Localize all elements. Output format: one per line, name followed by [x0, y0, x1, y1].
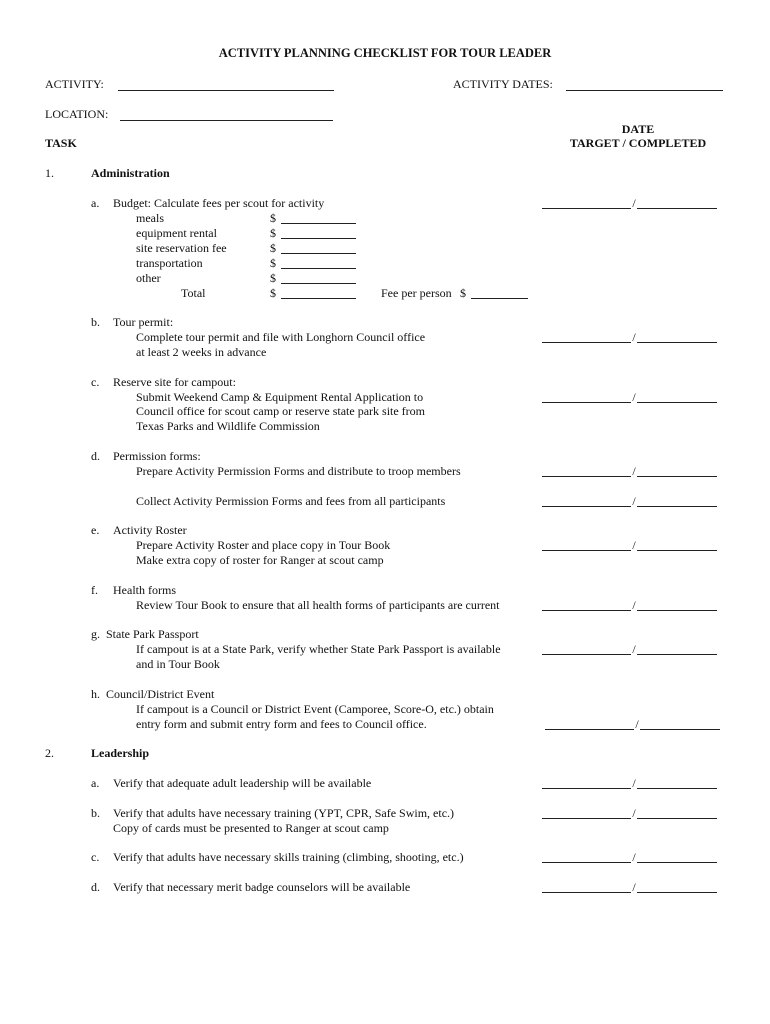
item-text: at least 2 weeks in advance	[136, 345, 267, 359]
date-field-permission-collect[interactable]: /	[542, 494, 718, 509]
item-letter: e.	[91, 523, 100, 537]
section-number: 2.	[45, 746, 54, 760]
item-title-permission-forms: Permission forms:	[113, 449, 201, 463]
item-title-health-forms: Health forms	[113, 583, 176, 597]
item-title-adult-training: Verify that adults have necessary training (YPT, CPR, Safe Swim, etc.)	[113, 806, 455, 820]
item-text: Review Tour Book to ensure that all health forms of participants are current	[136, 598, 500, 612]
date-field-budget[interactable]: /	[542, 196, 718, 211]
item-letter: b.	[91, 315, 100, 329]
item-text: Complete tour permit and file with Longhorn Council office	[136, 330, 426, 344]
section-number: 1.	[45, 166, 54, 180]
item-letter: c.	[91, 375, 100, 389]
item-text: Prepare Activity Roster and place copy in Tour Book	[136, 538, 391, 552]
item-letter: g.	[91, 627, 100, 641]
item-text: Prepare Activity Permission Forms and distribute to troop members	[136, 464, 461, 478]
budget-transport-field[interactable]: $	[270, 256, 360, 271]
activity-dates-label: ACTIVITY DATES:	[453, 77, 553, 91]
fee-per-person-field[interactable]: $	[460, 286, 550, 301]
date-field-adult-training[interactable]: /	[542, 806, 718, 821]
item-title-council-event: Council/District Event	[106, 687, 215, 701]
document-title: ACTIVITY PLANNING CHECKLIST FOR TOUR LEADER	[218, 46, 552, 60]
item-title-activity-roster: Activity Roster	[113, 523, 187, 537]
section-title-leadership: Leadership	[91, 746, 150, 760]
target-completed-header: TARGET / COMPLETED	[569, 136, 707, 150]
budget-site-field[interactable]: $	[270, 241, 360, 256]
item-text: and in Tour Book	[136, 657, 220, 671]
date-field-activity-roster[interactable]: /	[542, 538, 718, 553]
date-field-tour-permit[interactable]: /	[542, 330, 718, 345]
item-text: Submit Weekend Camp & Equipment Rental Application to	[136, 390, 424, 404]
task-header: TASK	[45, 136, 77, 150]
section-title-administration: Administration	[91, 166, 170, 180]
location-label: LOCATION:	[45, 107, 109, 121]
budget-total-label: Total	[181, 286, 206, 300]
date-field-state-park-passport[interactable]: /	[542, 642, 718, 657]
budget-line-label: transportation	[136, 256, 203, 270]
date-field-health-forms[interactable]: /	[542, 598, 718, 613]
budget-other-field[interactable]: $	[270, 271, 360, 286]
budget-line-label: other	[136, 271, 161, 285]
budget-meals-field[interactable]: $	[270, 211, 360, 226]
budget-line-label: site reservation fee	[136, 241, 227, 255]
item-text: Texas Parks and Wildlife Commission	[136, 419, 320, 433]
date-field-permission-prepare[interactable]: /	[542, 464, 718, 479]
item-title-budget: Budget: Calculate fees per scout for activity	[113, 196, 325, 210]
item-title-state-park-passport: State Park Passport	[106, 627, 199, 641]
item-title-reserve-site: Reserve site for campout:	[113, 375, 236, 389]
item-text: If campout is a Council or District Event (Camporee, Score-O, etc.) obtain	[136, 702, 494, 716]
item-letter: c.	[91, 850, 100, 864]
item-text: entry form and submit entry form and fees to Council office.	[136, 717, 427, 731]
item-letter: h.	[91, 687, 100, 701]
item-letter: a.	[91, 776, 100, 790]
activity-label: ACTIVITY:	[45, 77, 104, 91]
item-letter: f.	[91, 583, 98, 597]
item-title-adult-leadership: Verify that adequate adult leadership will be available	[113, 776, 372, 790]
location-field[interactable]	[120, 120, 333, 121]
item-letter: a.	[91, 196, 100, 210]
item-text: Copy of cards must be presented to Ranger at scout camp	[113, 821, 389, 835]
fee-per-person-label: Fee per person	[381, 286, 452, 300]
budget-equipment-field[interactable]: $	[270, 226, 360, 241]
item-title-skills-training: Verify that adults have necessary skills training (climbing, shooting, etc.)	[113, 850, 464, 864]
budget-line-label: meals	[136, 211, 164, 225]
activity-field[interactable]	[118, 90, 334, 91]
budget-total-field[interactable]: $	[270, 286, 360, 301]
activity-dates-field[interactable]	[566, 90, 723, 91]
budget-line-label: equipment rental	[136, 226, 217, 240]
date-header: DATE	[621, 122, 655, 136]
item-title-merit-badge: Verify that necessary merit badge counselors will be available	[113, 880, 411, 894]
item-letter: d.	[91, 449, 100, 463]
item-letter: b.	[91, 806, 100, 820]
date-field-reserve-site[interactable]: /	[542, 390, 718, 405]
item-title-tour-permit: Tour permit:	[113, 315, 174, 329]
date-field-merit-badge[interactable]: /	[542, 880, 718, 895]
item-text: Make extra copy of roster for Ranger at scout camp	[136, 553, 384, 567]
date-field-skills-training[interactable]: /	[542, 850, 718, 865]
item-letter: d.	[91, 880, 100, 894]
date-field-council-event[interactable]: /	[545, 717, 721, 732]
date-field-adult-leadership[interactable]: /	[542, 776, 718, 791]
item-text: If campout is at a State Park, verify whether State Park Passport is available	[136, 642, 501, 656]
item-text: Collect Activity Permission Forms and fees from all participants	[136, 494, 446, 508]
item-text: Council office for scout camp or reserve state park site from	[136, 404, 426, 418]
